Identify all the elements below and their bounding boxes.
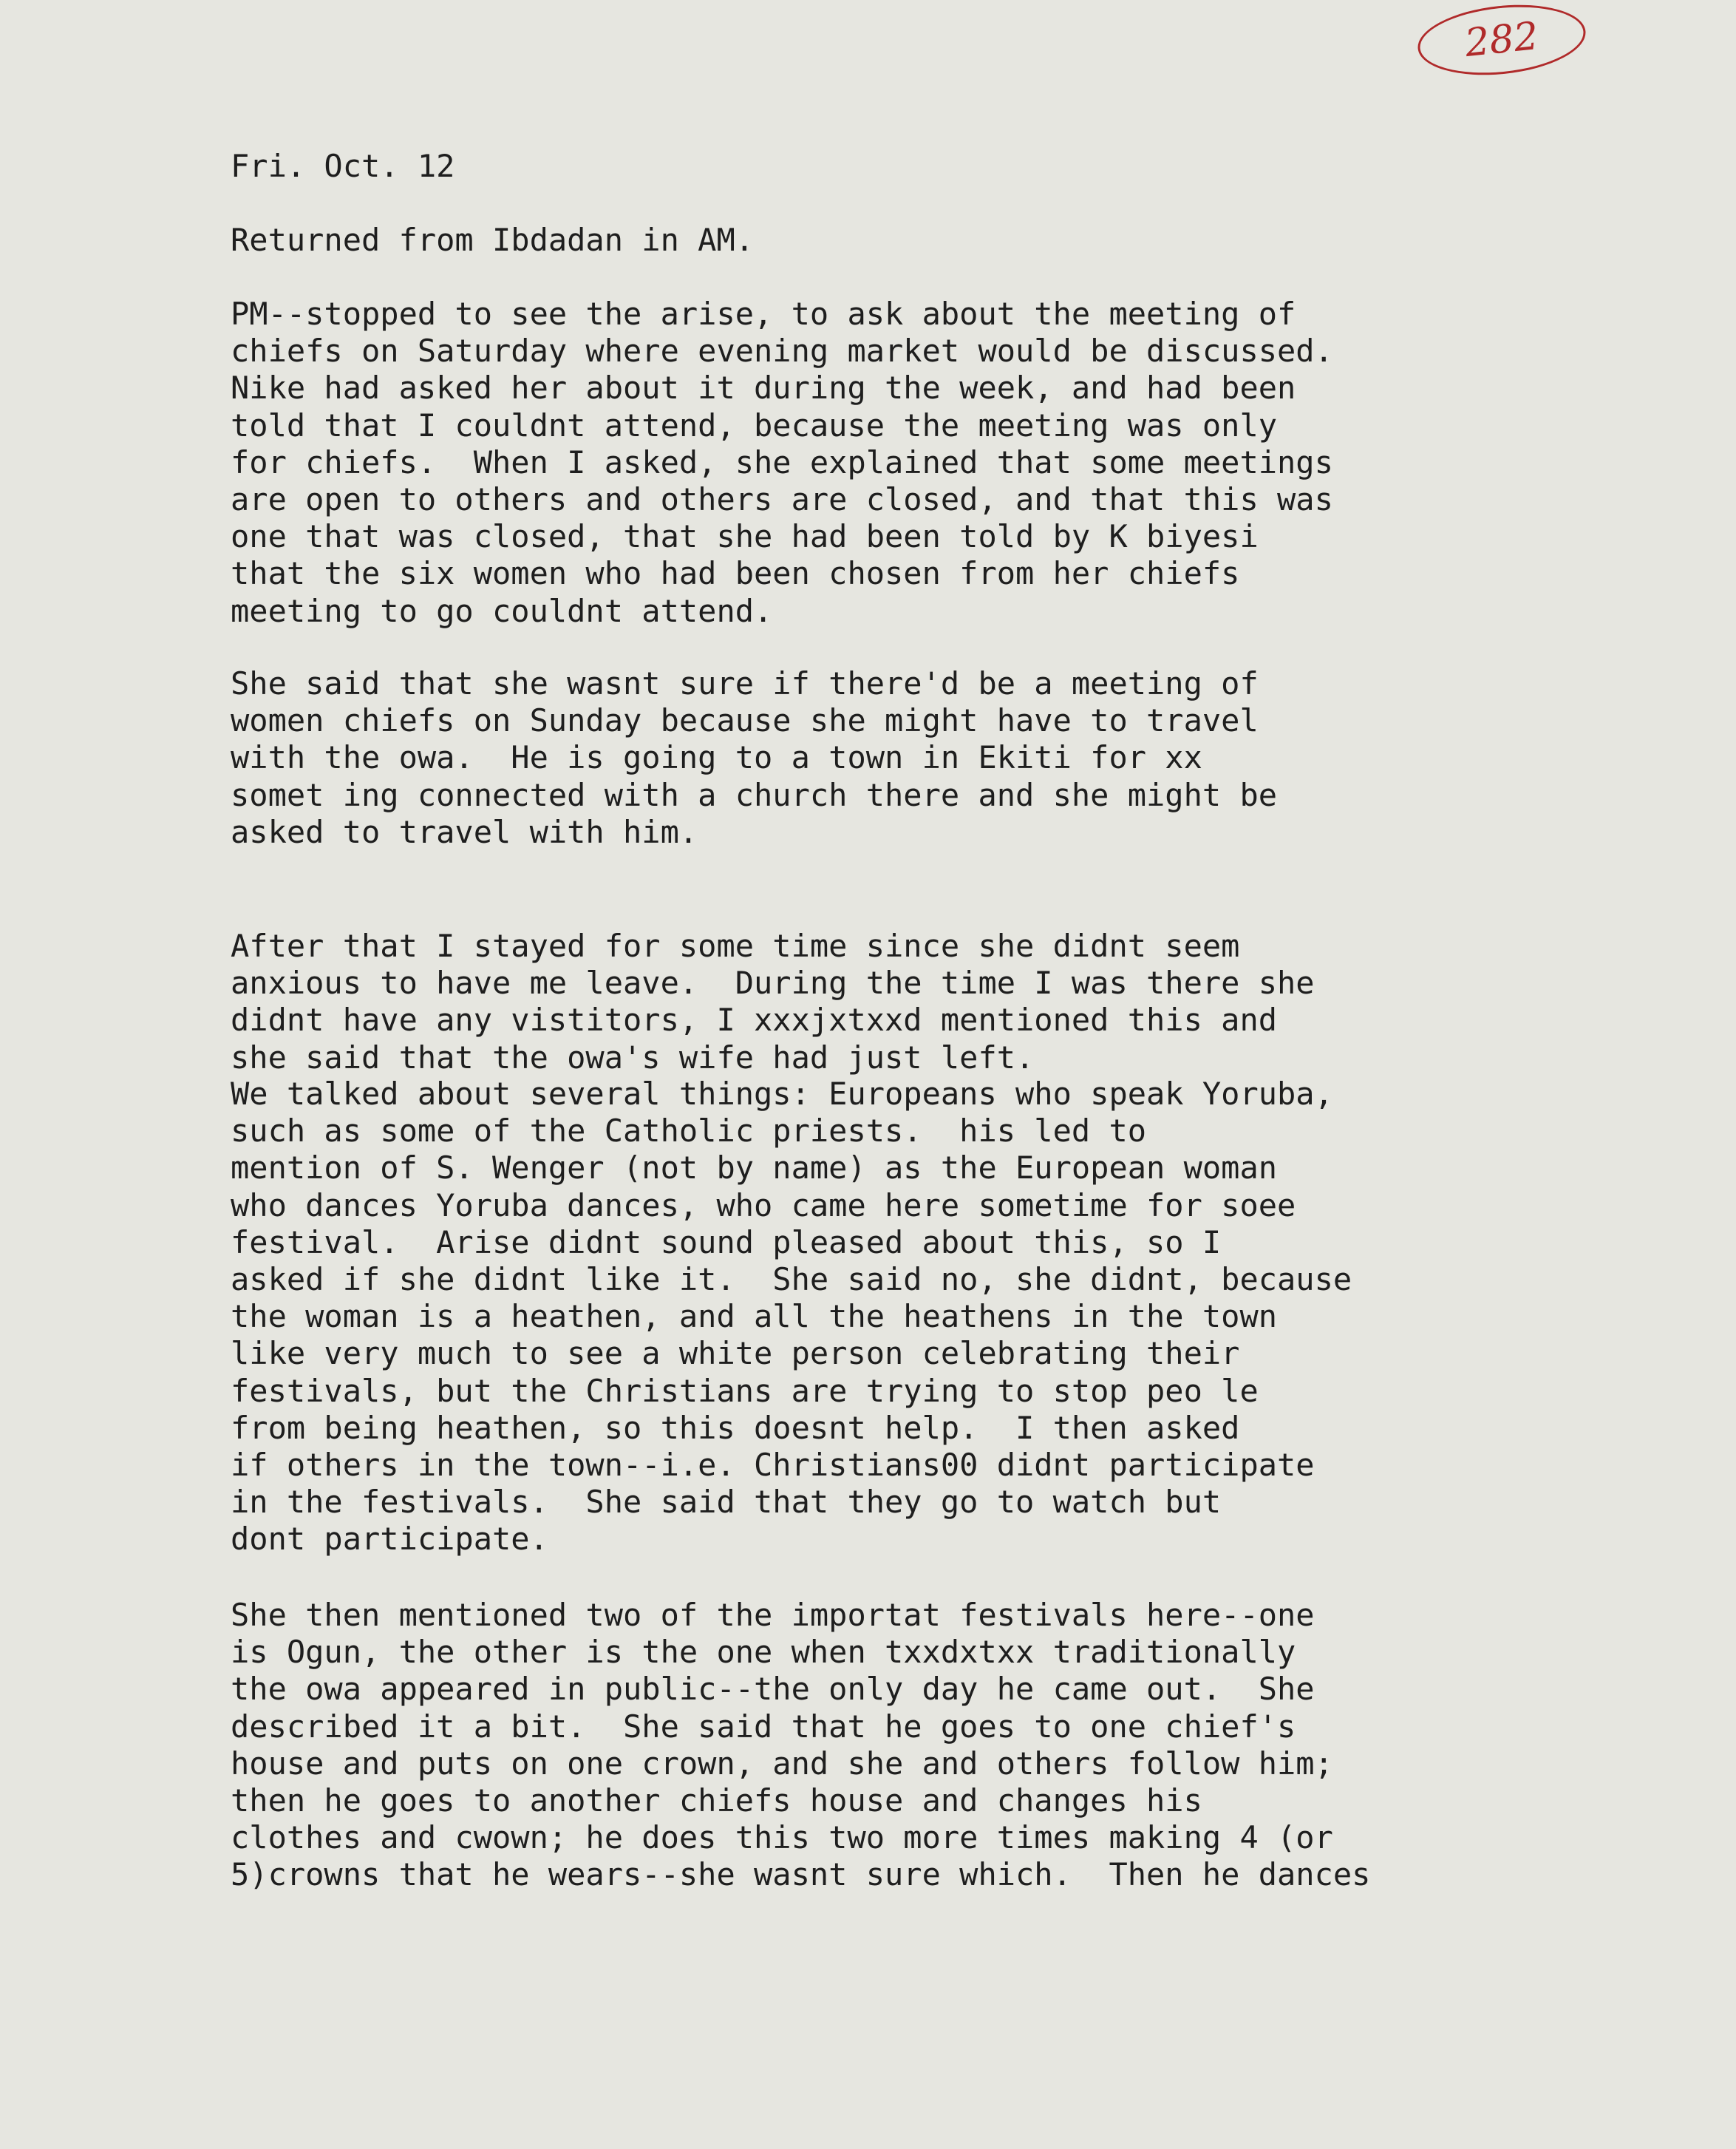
text-line: the owa appeared in public--the only day he came out. She: [231, 1671, 1315, 1708]
text-line: mention of S. Wenger (not by name) as the European woman: [231, 1150, 1278, 1186]
text-line: who dances Yoruba dances, who came here sometime for soee: [231, 1186, 1296, 1223]
text-line: she said that the owa's wife had just left.: [231, 1039, 1035, 1076]
text-line: 5)crowns that he wears--she wasnt sure which. Then he dances: [231, 1856, 1371, 1893]
text-line: dont participate.: [231, 1521, 548, 1558]
text-line: are open to others and others are closed, and that this was: [231, 481, 1333, 517]
text-line: like very much to see a white person celebrating their: [231, 1335, 1240, 1372]
text-line: somet ing connected with a church there and she might be: [231, 776, 1278, 813]
text-line: women chiefs on Sunday because she might have to travel: [231, 702, 1259, 739]
text-line: She then mentioned two of the importat festivals here--one: [231, 1597, 1315, 1633]
text-line: meeting to go couldnt attend.: [231, 592, 773, 629]
paragraph: [231, 222, 754, 259]
paragraph: [231, 1597, 1370, 1894]
text-line: with the owa. He is going to a town in Ekiti for xx: [231, 739, 1202, 776]
text-line: asked if she didnt like it. She said no, she didnt, because: [231, 1260, 1352, 1297]
text-line: We talked about several things: Europeans who speak Yoruba,: [231, 1076, 1333, 1112]
text-line: chiefs on Saturday where evening market would be discussed.: [231, 333, 1333, 370]
text-line: house and puts on one crown, and she and others follow him;: [231, 1745, 1333, 1782]
text-line: PM--stopped to see the arise, to ask about the meeting of: [231, 296, 1296, 332]
text-line: then he goes to another chiefs house and changes his: [231, 1782, 1202, 1819]
text-line: from being heathen, so this doesnt help. I then asked: [231, 1409, 1240, 1446]
paragraph: [231, 1076, 1352, 1558]
text-line: She said that she wasnt sure if there'd be a meeting of: [231, 665, 1259, 702]
text-line: festival. Arise didnt sound pleased about this, so I: [231, 1223, 1222, 1260]
text-line: asked to travel with him.: [231, 813, 698, 850]
text-line: for chiefs. When I asked, she explained that some meetings: [231, 444, 1333, 481]
text-line: if others in the town--i.e. Christians00 didnt participate: [231, 1446, 1315, 1483]
text-line: anxious to have me leave. During the time I was there she: [231, 965, 1315, 1002]
text-line: such as some of the Catholic priests. his led to: [231, 1113, 1147, 1150]
text-line: clothes and cwown; he does this two more times making 4 (or: [231, 1819, 1333, 1856]
paragraph: [231, 296, 1333, 630]
text-line: After that I stayed for some time since she didnt seem: [231, 928, 1240, 964]
text-line: didnt have any vistitors, I xxxjxtxxd mentioned this and: [231, 1002, 1278, 1039]
page-number: 282: [1415, 0, 1589, 83]
paragraph: [231, 665, 1277, 851]
text-line: Returned from Ibdadan in AM.: [231, 222, 755, 258]
text-line: is Ogun, the other is the one when txxdxtxx traditionally: [231, 1634, 1296, 1671]
text-line: festivals, but the Christians are trying to stop peo le: [231, 1372, 1259, 1409]
text-line: one that was closed, that she had been told by K biyesi: [231, 518, 1259, 555]
text-line: the woman is a heathen, and all the heathens in the town: [231, 1298, 1278, 1335]
text-line: Nike had asked her about it during the week, and had been: [231, 370, 1296, 407]
date-heading: Fri. Oct. 12: [231, 148, 455, 184]
text-line: in the festivals. She said that they go to watch but: [231, 1484, 1222, 1521]
text-line: that the six women who had been chosen from her chiefs: [231, 555, 1240, 592]
paragraph: [231, 928, 1315, 1076]
text-line: told that I couldnt attend, because the meeting was only: [231, 407, 1278, 444]
text-line: described it a bit. She said that he goes to one chief's: [231, 1708, 1296, 1745]
